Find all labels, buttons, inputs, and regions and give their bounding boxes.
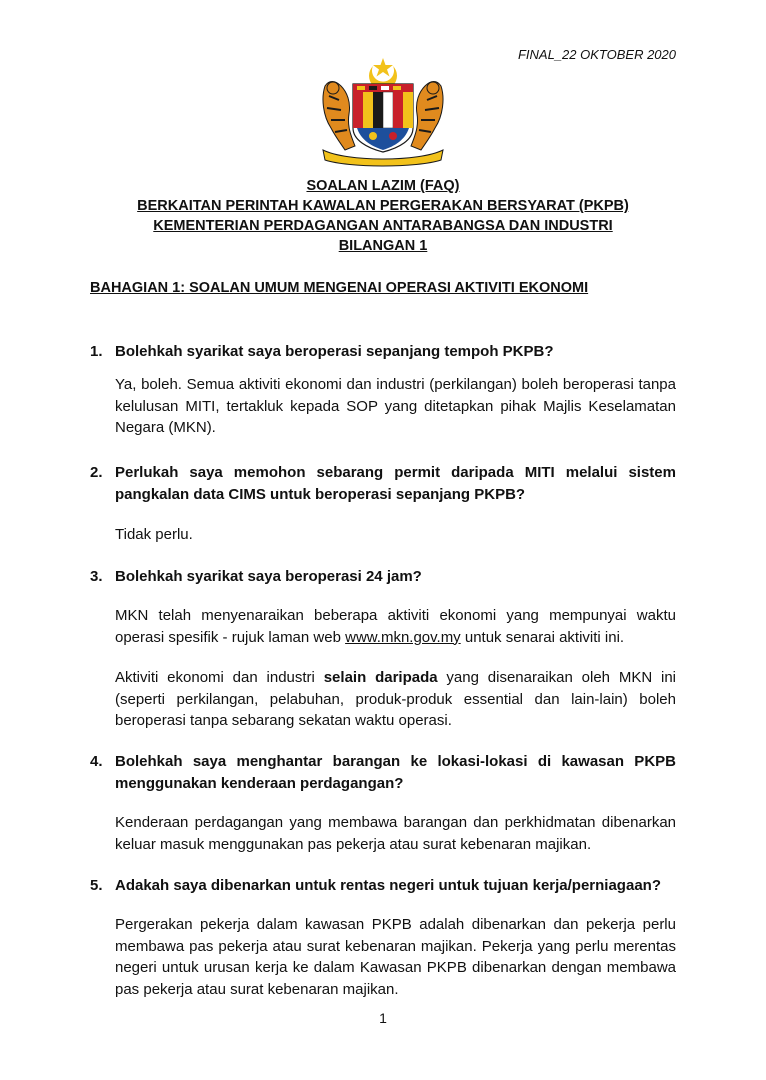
document-title xyxy=(60,176,706,256)
faq-question-5 xyxy=(90,875,676,897)
version-label: FINAL_22 OKTOBER 2020 xyxy=(517,47,676,62)
faq-question-1 xyxy=(90,341,676,363)
answer-text: MKN telah menyenaraikan beberapa aktiviti ekonomi yang mempunyai waktu operasi spesifik - rujuk laman web xyxy=(115,607,676,646)
question-text: Adakah saya dibenarkan untuk rentas negeri untuk tujuan kerja/perniagaan? xyxy=(115,877,661,894)
answer-text: yang disenaraikan oleh MKN ini (seperti perkilangan, pelabuhan, produk-produk essential dan lain-lain) boleh beroperasi tanpa sebarang sekatan waktu operasi. xyxy=(115,669,676,729)
faq-question-3 xyxy=(90,566,676,588)
faq-question-2 xyxy=(90,462,676,505)
title-line-number: BILANGAN 1 xyxy=(338,238,428,254)
question-number: 5. xyxy=(90,877,103,894)
faq-answer-1: Ya, boleh. Semua aktiviti ekonomi dan industri (perkilangan) boleh beroperasi tanpa kelulusan MITI, tertakluk kepada SOP yang ditetapkan pihak Majlis Keselamatan Negara (MKN). xyxy=(115,376,676,436)
question-text: Perlukah saya memohon sebarang permit daripada MITI melalui sistem pangkalan data CIMS untuk beroperasi sepanjang PKPB? xyxy=(115,464,676,503)
section-heading: BAHAGIAN 1: SOALAN UMUM MENGENAI OPERASI AKTIVITI EKONOMI xyxy=(90,280,589,296)
title-line-pkpb: BERKAITAN PERINTAH KAWALAN PERGERAKAN BERSYARAT (PKPB) xyxy=(137,198,629,214)
answer-text: untuk senarai aktiviti ini. xyxy=(460,628,625,646)
question-number: 3. xyxy=(90,568,103,585)
faq-answer-5: Pergerakan pekerja dalam kawasan PKPB adalah dibenarkan dan pekerja perlu membawa pas pekerja atau surat kebenaran majikan. Pekerja yang perlu merentas negeri untuk urusan kerja ke dalam Kawasan PKPB dibenarkan dengan membawa pas pekerja atau surat kebenaran majikan. xyxy=(115,916,676,998)
faq-question-4 xyxy=(90,751,676,794)
question-text: Bolehkah syarikat saya beroperasi sepanjang tempoh PKPB? xyxy=(115,343,554,360)
page-number: 1 xyxy=(379,1010,387,1026)
faq-answer-3b xyxy=(115,667,676,732)
title-line-ministry: KEMENTERIAN PERDAGANGAN ANTARABANGSA DAN INDUSTRI xyxy=(153,218,613,234)
title-line-faq: SOALAN LAZIM (FAQ) xyxy=(306,178,460,194)
question-text: Bolehkah syarikat saya beroperasi 24 jam? xyxy=(115,568,422,585)
question-number: 2. xyxy=(90,464,103,481)
question-number: 1. xyxy=(90,343,103,360)
answer-emphasis: selain daripada xyxy=(323,669,438,686)
question-number: 4. xyxy=(90,753,103,770)
answer-text: Aktiviti ekonomi dan industri xyxy=(115,669,324,686)
faq-answer-4: Kenderaan perdagangan yang membawa barangan dan perkhidmatan dibenarkan keluar masuk menggunakan pas pekerja atau surat kebenaran majikan. xyxy=(115,814,676,853)
faq-answer-3a xyxy=(115,605,676,648)
mkn-website-link[interactable]: www.mkn.gov.my xyxy=(345,628,461,646)
coat-of-arms-icon xyxy=(317,56,449,168)
question-text: Bolehkah saya menghantar barangan ke lokasi-lokasi di kawasan PKPB menggunakan kenderaan perdagangan? xyxy=(115,753,676,792)
faq-answer-2: Tidak perlu. xyxy=(115,526,193,543)
